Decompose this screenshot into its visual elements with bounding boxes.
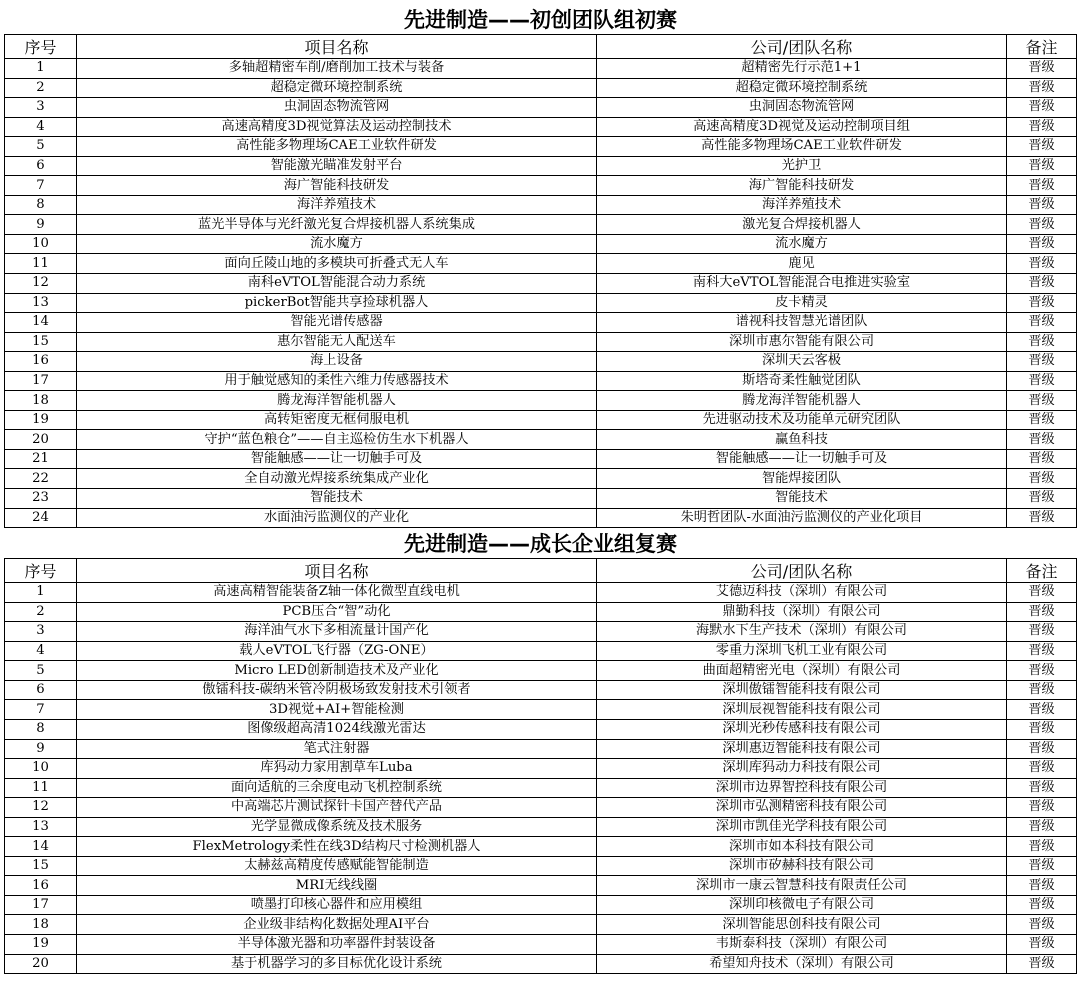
table-row: [5, 817, 1077, 837]
table-row: [5, 641, 1077, 661]
cell-note: 晋级: [1007, 430, 1077, 450]
cell-project: 智能激光瞄准发射平台: [77, 156, 597, 176]
table-row: [5, 895, 1077, 915]
cell-no: 15: [5, 856, 77, 876]
cell-no: 13: [5, 293, 77, 313]
cell-no: 1: [5, 59, 77, 79]
table-row: [5, 352, 1077, 372]
cell-team: 深圳辰视智能科技有限公司: [597, 700, 1007, 720]
cell-team: 海广智能科技研发: [597, 176, 1007, 196]
cell-team: 深圳市弘测精密科技有限公司: [597, 798, 1007, 818]
cell-no: 23: [5, 489, 77, 509]
cell-team: 虫洞固态物流管网: [597, 98, 1007, 118]
cell-project: 高速高精智能装备Z轴一体化微型直线电机: [77, 583, 597, 603]
cell-note: 晋级: [1007, 156, 1077, 176]
cell-team: 深圳市如本科技有限公司: [597, 837, 1007, 857]
cell-project: 流水魔方: [77, 234, 597, 254]
header-row: [5, 35, 1077, 59]
cell-no: 12: [5, 274, 77, 294]
table-row: [5, 778, 1077, 798]
table-row: [5, 332, 1077, 352]
cell-no: 9: [5, 739, 77, 759]
cell-project: 图像级超高清1024线激光雷达: [77, 719, 597, 739]
cell-project: 3D视觉+AI+智能检测: [77, 700, 597, 720]
cell-no: 19: [5, 410, 77, 430]
table-row: [5, 508, 1077, 528]
cell-team: 深圳印核微电子有限公司: [597, 895, 1007, 915]
cell-note: 晋级: [1007, 798, 1077, 818]
cell-note: 晋级: [1007, 313, 1077, 333]
cell-no: 2: [5, 78, 77, 98]
cell-team: 谱视科技智慧光谱团队: [597, 313, 1007, 333]
cell-project: 基于机器学习的多目标优化设计系统: [77, 954, 597, 974]
results-table: [4, 4, 1077, 974]
cell-project: 智能技术: [77, 489, 597, 509]
cell-project: 载人eVTOL飞行器（ZG-ONE）: [77, 641, 597, 661]
cell-team: 深圳市一康云智慧科技有限责任公司: [597, 876, 1007, 896]
cell-no: 8: [5, 719, 77, 739]
header-note: 备注: [1007, 35, 1077, 59]
cell-team: 鼎勤科技（深圳）有限公司: [597, 602, 1007, 622]
cell-note: 晋级: [1007, 508, 1077, 528]
cell-team: 超精密先行示范1+1: [597, 59, 1007, 79]
table-row: [5, 195, 1077, 215]
cell-no: 20: [5, 430, 77, 450]
table-row: [5, 680, 1077, 700]
cell-note: 晋级: [1007, 293, 1077, 313]
table-row: [5, 59, 1077, 79]
cell-project: 智能光谱传感器: [77, 313, 597, 333]
cell-no: 7: [5, 176, 77, 196]
cell-project: 海广智能科技研发: [77, 176, 597, 196]
cell-project: Micro LED创新制造技术及产业化: [77, 661, 597, 681]
cell-no: 8: [5, 195, 77, 215]
table-row: [5, 954, 1077, 974]
cell-team: 激光复合焊接机器人: [597, 215, 1007, 235]
cell-note: 晋级: [1007, 661, 1077, 681]
cell-project: PCB压合“智”动化: [77, 602, 597, 622]
table-row: [5, 430, 1077, 450]
cell-team: 海洋养殖技术: [597, 195, 1007, 215]
cell-note: 晋级: [1007, 98, 1077, 118]
cell-team: 深圳天云客极: [597, 352, 1007, 372]
cell-team: 高性能多物理场CAE工业软件研发: [597, 137, 1007, 157]
section-title-row: [5, 528, 1077, 559]
table-row: [5, 739, 1077, 759]
cell-note: 晋级: [1007, 469, 1077, 489]
table-row: [5, 622, 1077, 642]
cell-project: 傲镭科技-碳纳米管冷阴极场致发射技术引领者: [77, 680, 597, 700]
cell-project: 多轴超精密车削/磨削加工技术与装备: [77, 59, 597, 79]
cell-project: 库犸动力家用割草车Luba: [77, 759, 597, 779]
section-growth-body: [5, 528, 1077, 974]
header-row: [5, 559, 1077, 583]
cell-no: 20: [5, 954, 77, 974]
section-title: 先进制造——初创团队组初赛: [5, 4, 1077, 35]
cell-project: 海洋油气水下多相流量计国产化: [77, 622, 597, 642]
cell-project: 超稳定微环境控制系统: [77, 78, 597, 98]
cell-note: 晋级: [1007, 915, 1077, 935]
cell-note: 晋级: [1007, 856, 1077, 876]
cell-no: 3: [5, 98, 77, 118]
cell-note: 晋级: [1007, 137, 1077, 157]
cell-note: 晋级: [1007, 934, 1077, 954]
cell-team: 先进驱动技术及功能单元研究团队: [597, 410, 1007, 430]
cell-note: 晋级: [1007, 895, 1077, 915]
cell-note: 晋级: [1007, 583, 1077, 603]
cell-note: 晋级: [1007, 410, 1077, 430]
cell-no: 11: [5, 254, 77, 274]
cell-team: 朱明哲团队-水面油污监测仪的产业化项目: [597, 508, 1007, 528]
cell-no: 10: [5, 234, 77, 254]
table-row: [5, 700, 1077, 720]
cell-team: 高速高精度3D视觉及运动控制项目组: [597, 117, 1007, 137]
cell-team: 深圳市矽赫科技有限公司: [597, 856, 1007, 876]
cell-team: 皮卡精灵: [597, 293, 1007, 313]
table-row: [5, 215, 1077, 235]
cell-project: 水面油污监测仪的产业化: [77, 508, 597, 528]
cell-project: 光学显微成像系统及技术服务: [77, 817, 597, 837]
cell-note: 晋级: [1007, 352, 1077, 372]
cell-project: 半导体激光器和功率器件封装设备: [77, 934, 597, 954]
cell-note: 晋级: [1007, 602, 1077, 622]
cell-note: 晋级: [1007, 817, 1077, 837]
cell-team: 超稳定微环境控制系统: [597, 78, 1007, 98]
section-title: 先进制造——成长企业组复赛: [5, 528, 1077, 559]
header-no: 序号: [5, 35, 77, 59]
table-row: [5, 371, 1077, 391]
cell-no: 7: [5, 700, 77, 720]
cell-note: 晋级: [1007, 719, 1077, 739]
cell-no: 3: [5, 622, 77, 642]
cell-project: 惠尔智能无人配送车: [77, 332, 597, 352]
cell-note: 晋级: [1007, 759, 1077, 779]
cell-team: 流水魔方: [597, 234, 1007, 254]
cell-project: 海洋养殖技术: [77, 195, 597, 215]
cell-note: 晋级: [1007, 332, 1077, 352]
cell-team: 艾德迈科技（深圳）有限公司: [597, 583, 1007, 603]
table-row: [5, 137, 1077, 157]
cell-note: 晋级: [1007, 195, 1077, 215]
table-row: [5, 719, 1077, 739]
cell-no: 1: [5, 583, 77, 603]
cell-project: FlexMetrology柔性在线3D结构尺寸检测机器人: [77, 837, 597, 857]
header-note: 备注: [1007, 559, 1077, 583]
cell-no: 12: [5, 798, 77, 818]
cell-no: 4: [5, 641, 77, 661]
cell-project: 腾龙海洋智能机器人: [77, 391, 597, 411]
table-row: [5, 254, 1077, 274]
cell-note: 晋级: [1007, 954, 1077, 974]
cell-note: 晋级: [1007, 371, 1077, 391]
cell-note: 晋级: [1007, 449, 1077, 469]
cell-team: 深圳库犸动力科技有限公司: [597, 759, 1007, 779]
section-startup-body: [5, 4, 1077, 528]
cell-no: 2: [5, 602, 77, 622]
cell-team: 曲面超精密光电（深圳）有限公司: [597, 661, 1007, 681]
cell-note: 晋级: [1007, 78, 1077, 98]
cell-note: 晋级: [1007, 176, 1077, 196]
cell-team: 深圳市凯佳光学科技有限公司: [597, 817, 1007, 837]
cell-team: 深圳市边界智控科技有限公司: [597, 778, 1007, 798]
cell-project: pickerBot智能共享捡球机器人: [77, 293, 597, 313]
header-team: 公司/团队名称: [597, 35, 1007, 59]
table-row: [5, 156, 1077, 176]
cell-project: 海上设备: [77, 352, 597, 372]
cell-note: 晋级: [1007, 391, 1077, 411]
cell-team: 光护卫: [597, 156, 1007, 176]
cell-no: 16: [5, 876, 77, 896]
cell-team: 深圳光秒传感科技有限公司: [597, 719, 1007, 739]
cell-team: 腾龙海洋智能机器人: [597, 391, 1007, 411]
cell-project: 蓝光半导体与光纤激光复合焊接机器人系统集成: [77, 215, 597, 235]
cell-note: 晋级: [1007, 778, 1077, 798]
table-row: [5, 391, 1077, 411]
cell-note: 晋级: [1007, 622, 1077, 642]
cell-team: 智能技术: [597, 489, 1007, 509]
cell-no: 6: [5, 680, 77, 700]
cell-team: 智能触感——让一切触手可及: [597, 449, 1007, 469]
cell-no: 16: [5, 352, 77, 372]
cell-no: 18: [5, 391, 77, 411]
header-project: 项目名称: [77, 35, 597, 59]
cell-no: 5: [5, 661, 77, 681]
header-project: 项目名称: [77, 559, 597, 583]
cell-project: 高速高精度3D视觉算法及运动控制技术: [77, 117, 597, 137]
cell-project: 虫洞固态物流管网: [77, 98, 597, 118]
table-row: [5, 489, 1077, 509]
header-no: 序号: [5, 559, 77, 583]
cell-team: 深圳智能思创科技有限公司: [597, 915, 1007, 935]
section-title-row: [5, 4, 1077, 35]
cell-team: 海默水下生产技术（深圳）有限公司: [597, 622, 1007, 642]
cell-project: 中高端芯片测试探针卡国产替代产品: [77, 798, 597, 818]
cell-project: 全自动激光焊接系统集成产业化: [77, 469, 597, 489]
cell-team: 深圳市惠尔智能有限公司: [597, 332, 1007, 352]
cell-team: 智能焊接团队: [597, 469, 1007, 489]
cell-no: 13: [5, 817, 77, 837]
cell-note: 晋级: [1007, 700, 1077, 720]
cell-no: 9: [5, 215, 77, 235]
cell-project: 智能触感——让一切触手可及: [77, 449, 597, 469]
table-row: [5, 449, 1077, 469]
cell-project: 高性能多物理场CAE工业软件研发: [77, 137, 597, 157]
cell-team: 希望知舟技术（深圳）有限公司: [597, 954, 1007, 974]
table-row: [5, 583, 1077, 603]
cell-project: 用于触觉感知的柔性六维力传感器技术: [77, 371, 597, 391]
cell-no: 15: [5, 332, 77, 352]
cell-project: 太赫兹高精度传感赋能智能制造: [77, 856, 597, 876]
cell-no: 17: [5, 371, 77, 391]
table-row: [5, 469, 1077, 489]
cell-team: 赢鱼科技: [597, 430, 1007, 450]
cell-project: 喷墨打印核心器件和应用模组: [77, 895, 597, 915]
cell-note: 晋级: [1007, 739, 1077, 759]
cell-no: 18: [5, 915, 77, 935]
table-row: [5, 176, 1077, 196]
cell-project: 面向丘陵山地的多模块可折叠式无人车: [77, 254, 597, 274]
table-row: [5, 313, 1077, 333]
cell-note: 晋级: [1007, 680, 1077, 700]
cell-project: 南科eVTOL智能混合动力系统: [77, 274, 597, 294]
table-row: [5, 98, 1077, 118]
cell-no: 19: [5, 934, 77, 954]
table-row: [5, 410, 1077, 430]
cell-team: 韦斯泰科技（深圳）有限公司: [597, 934, 1007, 954]
cell-no: 22: [5, 469, 77, 489]
cell-note: 晋级: [1007, 837, 1077, 857]
cell-note: 晋级: [1007, 254, 1077, 274]
table-row: [5, 661, 1077, 681]
cell-no: 6: [5, 156, 77, 176]
cell-no: 24: [5, 508, 77, 528]
cell-no: 10: [5, 759, 77, 779]
cell-no: 11: [5, 778, 77, 798]
cell-team: 鹿见: [597, 254, 1007, 274]
table-row: [5, 293, 1077, 313]
cell-no: 14: [5, 313, 77, 333]
cell-team: 南科大eVTOL智能混合电推进实验室: [597, 274, 1007, 294]
cell-team: 深圳惠迈智能科技有限公司: [597, 739, 1007, 759]
cell-note: 晋级: [1007, 489, 1077, 509]
cell-note: 晋级: [1007, 215, 1077, 235]
cell-no: 5: [5, 137, 77, 157]
header-team: 公司/团队名称: [597, 559, 1007, 583]
table-row: [5, 602, 1077, 622]
cell-no: 14: [5, 837, 77, 857]
cell-note: 晋级: [1007, 876, 1077, 896]
cell-no: 17: [5, 895, 77, 915]
table-row: [5, 876, 1077, 896]
table-row: [5, 915, 1077, 935]
table-row: [5, 759, 1077, 779]
table-row: [5, 934, 1077, 954]
cell-project: MRI无线线圈: [77, 876, 597, 896]
cell-no: 4: [5, 117, 77, 137]
table-row: [5, 856, 1077, 876]
cell-team: 零重力深圳飞机工业有限公司: [597, 641, 1007, 661]
table-row: [5, 234, 1077, 254]
cell-no: 21: [5, 449, 77, 469]
cell-team: 斯塔奇柔性触觉团队: [597, 371, 1007, 391]
table-row: [5, 78, 1077, 98]
cell-note: 晋级: [1007, 234, 1077, 254]
table-row: [5, 274, 1077, 294]
cell-note: 晋级: [1007, 641, 1077, 661]
cell-note: 晋级: [1007, 59, 1077, 79]
table-row: [5, 837, 1077, 857]
cell-team: 深圳傲镭智能科技有限公司: [597, 680, 1007, 700]
cell-project: 笔式注射器: [77, 739, 597, 759]
cell-project: 高转矩密度无框伺服电机: [77, 410, 597, 430]
cell-note: 晋级: [1007, 274, 1077, 294]
cell-project: 企业级非结构化数据处理AI平台: [77, 915, 597, 935]
table-row: [5, 117, 1077, 137]
cell-note: 晋级: [1007, 117, 1077, 137]
table-row: [5, 798, 1077, 818]
cell-project: 守护“蓝色粮仓”——自主巡检仿生水下机器人: [77, 430, 597, 450]
cell-project: 面向适航的三余度电动飞机控制系统: [77, 778, 597, 798]
